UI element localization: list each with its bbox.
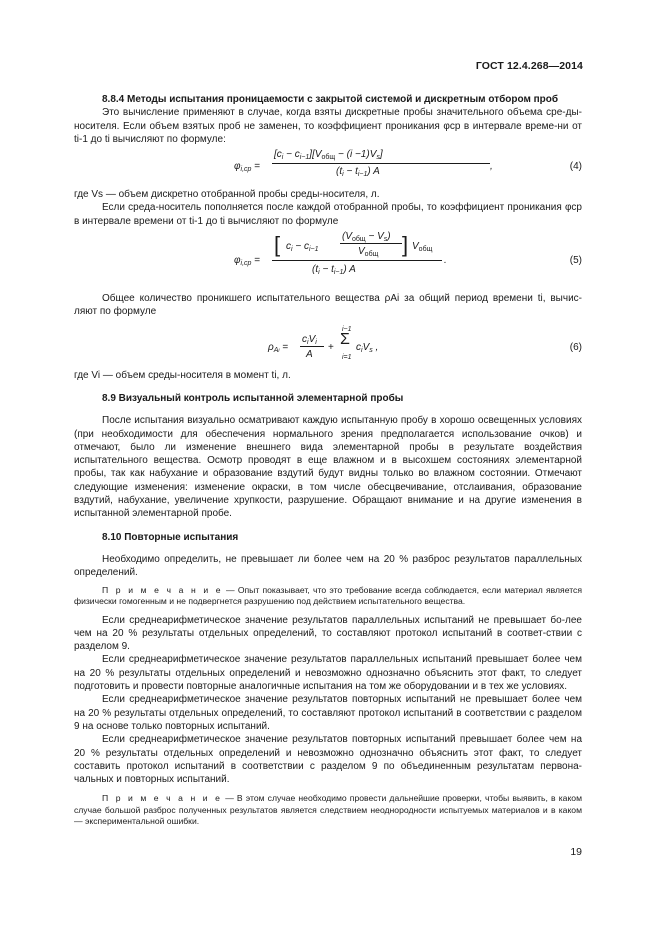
formula-6: $\rho_{Ai}$ = $c_iV_i$ A + i−1 Σ i=1 $c_iV_s$ , (6) — [268, 325, 582, 361]
equation-number-6: (6) — [569, 341, 582, 353]
page-number: 19 — [570, 846, 582, 858]
section-8-10-para-2: Если среднеарифметическое значение результатов параллельных испытаний не превышает бо-лее чем на 20 % результаты отдельных определений, то составляют протокол испытаний в соответ-ствии с разделом 9. — [74, 614, 582, 653]
formula-4: $\varphi_{i,cp}$ = $[c_i - c_{i-1}][V_{общ} - (i -1)V_s]$ $(t_i - t_{i-1})$ A , (4) — [234, 149, 582, 179]
section-8-10-para-1: Необходимо определить, не превышает ли более чем на 20 % разброс результатов параллельных определений. — [74, 553, 582, 579]
note-2-text: — В этом случае необходимо провести дальнейшие проверки, чтобы выявить, в каком случае большой разброс полученных результатов является следствием неоднородности испытуемых материалов и в каком — экспериментальной ошибки. — [74, 793, 582, 827]
where-vs: где Vs — объем дискретно отобранной пробы среды-носителя, л. — [74, 189, 380, 201]
equation-number-4: (4) — [569, 161, 582, 173]
page-content — [74, 93, 582, 828]
section-8-8-4-para-2: Если среда-носитель пополняется после каждой отобранной пробы, то коэффициент проникания φср в интервале времени от ti-1 до ti вычисляют по формуле — [74, 202, 582, 227]
equation-number-5: (5) — [569, 255, 582, 267]
formula-5: $\varphi_{i,cp}$ = [ $c_i - c_{i-1}$ $(V_{общ} - V_s)$ $V_{общ}$ ] $V_{общ}$ $(t_i - t_{i-1})$ A . (5) — [234, 231, 582, 277]
section-8-9-heading: 8.9 Визуальный контроль испытанной элементарной пробы — [102, 392, 404, 404]
where-vi: где Vi — объем среды-носителя в момент ti, л. — [74, 369, 291, 381]
note-1-text: — Опыт показывает, что это требование всегда соблюдается, если материал является физически гомогенным и не подвергнется разрушению под действием испытательного вещества. — [74, 584, 582, 607]
note-1-label: П р и м е ч а н и е — [102, 584, 223, 595]
section-8-8-4-para-3: Общее количество проникшего испытательного вещества ρAi за общий период времени ti, вычис-ляют по формуле — [74, 293, 582, 318]
section-8-10-heading: 8.10 Повторные испытания — [102, 531, 239, 543]
document-code: ГОСТ 12.4.268—2014 — [475, 60, 583, 72]
note-2-label: П р и м е ч а н и е — [102, 793, 223, 804]
section-8-10-para-5: Если среднеарифметическое значение результатов повторных испытаний превышает более чем на 20 % результаты отдельных определений и невозможно однозначно объяснить этот факт, то следует составить протокол испытаний в соответствии с разделом 9 по объединенным результатам первона-чальных и повторных испытаний. — [74, 734, 582, 786]
note-1 — [74, 585, 582, 608]
section-8-8-4-heading: 8.8.4 Методы испытания проницаемости с закрытой системой и дискретным отбором проб — [102, 94, 559, 105]
section-8-9-para: После испытания визуально осматривают каждую испытанную пробу в хорошо освещенных условиях (при необходимости для обеспечения нормального зрения предполагается использование очков) и отмечают, было ли изменение внешнего вида элементарной пробы в результате воздействия испытательного вещества. Осмотр проводят в еще влажном и в высохшем состояниях элементарной пробы, так как набухание и образование вздутий будут видны только во влажном состоянии. Отмечают следующие изменения: изменение окраски, в том числе обесцвечивание, отслаивания, образование вздутий, набухание, увеличение хрупкости, разрушение. Обращают внимание и на другие изменения в испытанной элементарной пробе. — [74, 415, 582, 520]
section-8-8-4-para-1: Это вычисление применяют в случае, когда взяты дискретные пробы значительного объема сре-ды-носителя. Если объем взятых проб не заменен, то коэффициент проникания φср в интервале време-ни от ti-1 до ti вычисляют по формуле: — [74, 107, 582, 145]
note-2 — [74, 793, 582, 828]
section-8-10-para-3: Если среднеарифметическое значение результатов параллельных испытаний превышает более чем на 20 % результаты отдельных определений и невозможно однозначно объяснить этот факт, то следует подготовить и провести повторные аналогичные испытания на том же оборудовании и в тех же условиях. — [74, 654, 582, 693]
section-8-10-para-4: Если среднеарифметическое значение результатов повторных испытаний не превышает более чем на 20 % результаты отдельных определений, то составляют протокол испытаний в соответствии с разделом 9 на основе только повторных испытаний. — [74, 694, 582, 732]
